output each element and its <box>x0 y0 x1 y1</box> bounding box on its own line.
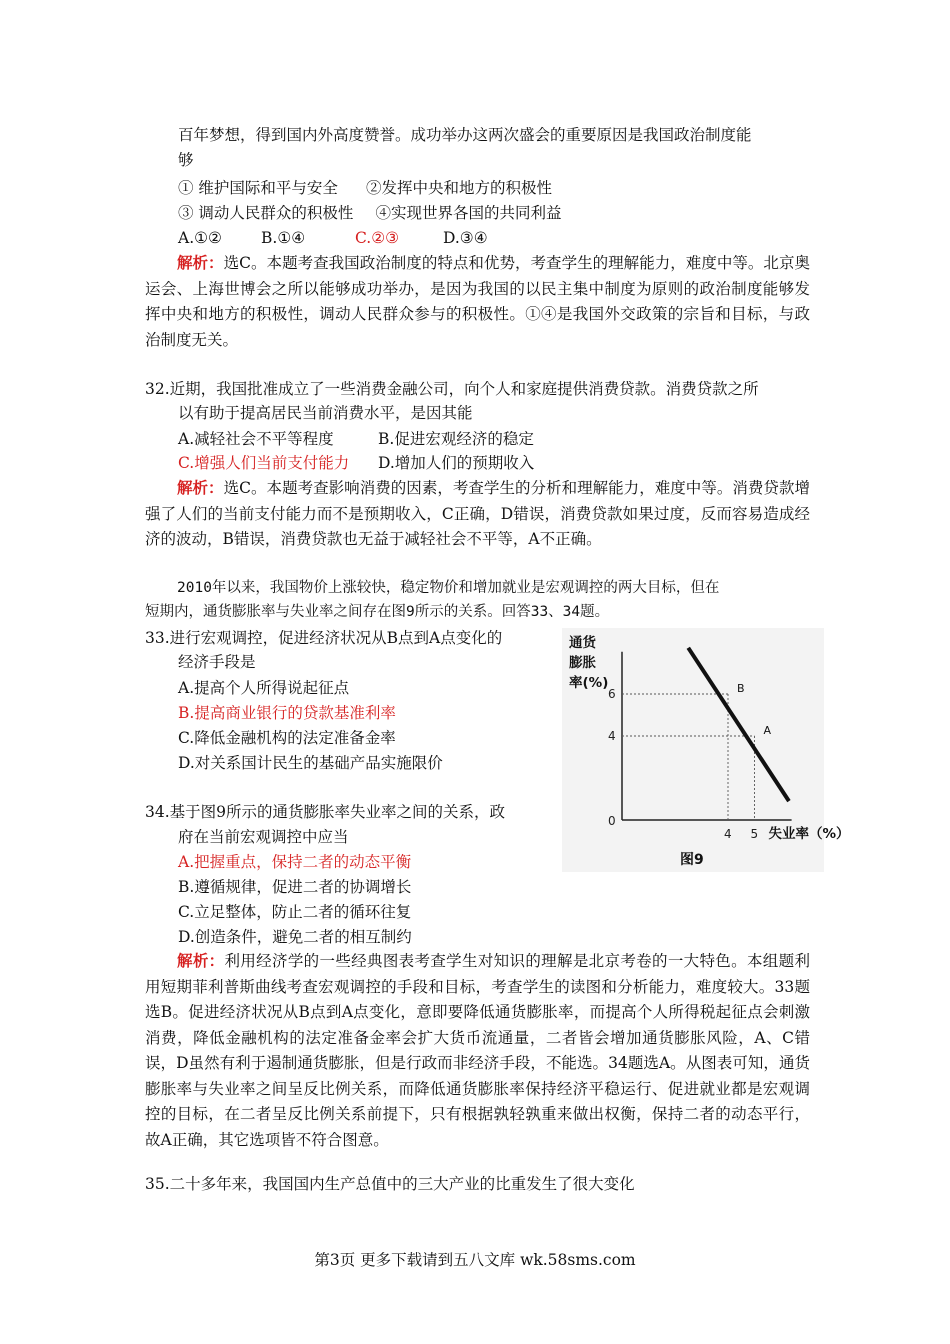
q31-option-a: A.①② <box>178 229 222 247</box>
point-label-a: A <box>763 724 772 737</box>
x-tick-label: 5 <box>750 827 759 841</box>
q31-option-b: B.①④ <box>261 229 306 247</box>
q33-stem-line-2: 经济手段是 <box>178 653 256 671</box>
intro-line-2: 短期内，通货膨胀率与失业率之间存在图9所示的关系。回答33、34题。 <box>145 604 610 620</box>
q32-analysis-text: 选C。本题考查影响消费的因素，考查学生的分析和理解能力，难度中等。消费贷款增强了人们的当前支付能力而不是预期收入，C正确，D错误，消费贷款如果过度，反而容易造成经济的波动，B错误，消费贷款也无益于减轻社会不平等，A不正确。 <box>145 479 810 548</box>
q34-option-c: C.立足整体，防止二者的循环往复 <box>178 903 412 921</box>
point-label-b: B <box>737 682 745 695</box>
q31-analysis-text: 选C。本题考查我国政治制度的特点和优势，考查学生的理解能力，难度中等。北京奥运会、上海世博会之所以能够成功举办，是因为我国的以民主集中制度为原则的政治制度能够发挥中央和地方的积极性，调动人民群众参与的积极性。①④是我国外交政策的宗旨和目标，与政治制度无关。 <box>145 254 810 349</box>
q34-option-d: D.创造条件，避免二者的相互制约 <box>178 928 412 946</box>
q32-option-a: A.减轻社会不平等程度 <box>178 430 334 448</box>
q34-analysis <box>145 948 810 1153</box>
q31-analysis <box>145 250 810 353</box>
intro-line-1: 2010年以来，我国物价上涨较快，稳定物价和增加就业是宏观调控的两大目标，但在 <box>177 580 720 596</box>
q34-analysis-text: 利用经济学的一些经典图表考查学生对知识的理解是北京考卷的一大特色。本组题利用短期菲利普斯曲线考查宏观调控的手段和目标，考查学生的读图和分析能力，难度较大。33题选B。促进经济状况从B点到A点变化，意即要降低通货膨胀率，而提高个人所得税起征点会刺激消费，降低金融机构的法定准备金率会扩大货币流通量，二者皆会增加通货膨胀风险，A、C错误，D虽然有利于遏制通货膨胀，但是行政而非经济手段，不能选。34题选A。从图表可知，通货膨胀率与失业率之间呈反比例关系，而降低通货膨胀率保持经济平稳运行、促进就业都是宏观调控的目标，在二者呈反比例关系前提下，只有根据孰轻孰重来做出权衡，保持二者的动态平行，故A正确，其它选项皆不符合图意。 <box>145 952 810 1149</box>
q32-analysis <box>145 475 810 553</box>
q33-option-c: C.降低金融机构的法定准备金率 <box>178 729 396 747</box>
q31-option-d: D.③④ <box>443 229 488 247</box>
q32-option-d: D.增加人们的预期收入 <box>378 454 535 472</box>
y-tick-label: 6 <box>608 687 616 701</box>
q35-stem-line-1: 35.二十多年来，我国国内生产总值中的三大产业的比重发生了很大变化 <box>145 1175 635 1193</box>
q31-item-2: ②发挥中央和地方的积极性 <box>365 179 552 197</box>
q31-options <box>178 226 488 250</box>
q32-stem-line-1: 32.近期，我国批准成立了一些消费金融公司，向个人和家庭提供消费贷款。消费贷款之所 <box>145 380 759 398</box>
analysis-label: 解析： <box>177 951 225 970</box>
chart-title: 图9 <box>680 852 704 868</box>
q33-stem-line-1: 33.进行宏观调控，促进经济状况从B点到A点变化的 <box>145 629 503 647</box>
y-axis-label-line: 率(%) <box>569 675 609 691</box>
y-axis-label-line: 通货 <box>569 635 596 651</box>
q31-item-3: ③ 调动人民群众的积极性 <box>178 204 354 222</box>
q33-option-b: B.提高商业银行的贷款基准利率 <box>178 704 396 722</box>
q32-option-b: B.促进宏观经济的稳定 <box>378 430 534 448</box>
y-axis-label-line: 膨胀 <box>569 655 596 671</box>
x-tick-label: 4 <box>724 827 732 841</box>
q34-option-a: A.把握重点，保持二者的动态平衡 <box>178 853 412 871</box>
q31-option-c: C.②③ <box>355 229 400 247</box>
figure-9-chart <box>562 628 850 872</box>
q33-option-d: D.对关系国计民生的基础产品实施限价 <box>178 754 443 772</box>
q34-stem-line-1: 34.基于图9所示的通货膨胀率失业率之间的关系，政 <box>145 803 506 821</box>
q31-items-row-1 <box>178 176 552 200</box>
q31-items-row-2 <box>178 201 561 225</box>
y-tick-label: 4 <box>608 729 616 743</box>
q31-stem-line-1: 百年梦想，得到国内外高度赞誉。成功举办这两次盛会的重要原因是我国政治制度能 <box>178 126 752 144</box>
q32-option-c: C.增强人们当前支付能力 <box>178 454 350 472</box>
q32-options-row-2 <box>178 451 534 475</box>
q31-item-4: ④实现世界各国的共同利益 <box>375 204 562 222</box>
q32-stem-line-2: 以有助于提高居民当前消费水平，是因其能 <box>178 404 473 422</box>
analysis-label: 解析： <box>177 253 224 272</box>
q34-stem-line-2: 府在当前宏观调控中应当 <box>178 828 349 846</box>
analysis-label: 解析： <box>177 478 224 497</box>
q31-item-1: ① 维护国际和平与安全 <box>178 179 338 197</box>
q34-option-b: B.遵循规律，促进二者的协调增长 <box>178 878 412 896</box>
x-axis-label: 失业率（%） <box>768 826 850 842</box>
q33-option-a: A.提高个人所得说起征点 <box>178 679 350 697</box>
origin-label: 0 <box>608 814 616 828</box>
page-footer: 第3页 更多下载请到五八文库 wk.58sms.com <box>314 1251 636 1269</box>
q31-stem-line-2: 够 <box>178 151 194 169</box>
q32-options-row-1 <box>178 427 534 451</box>
